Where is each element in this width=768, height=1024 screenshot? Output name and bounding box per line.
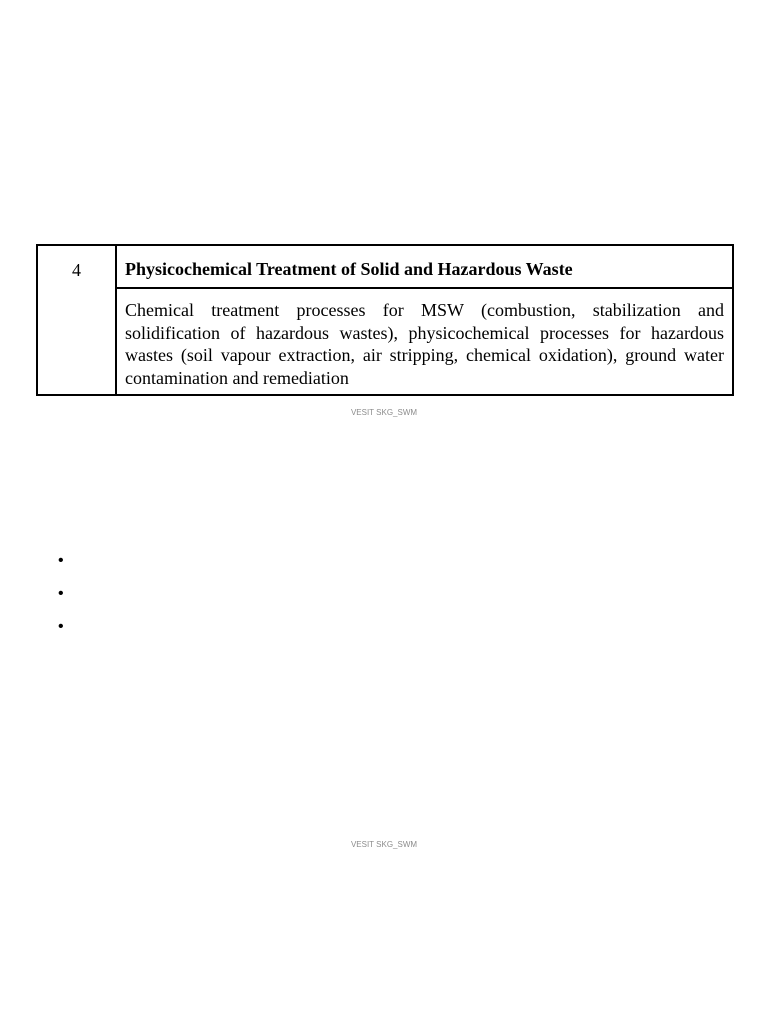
description-line: Chemical treatment processes for MSW (combustion, stabilization and: [125, 300, 724, 320]
module-title: Physicochemical Treatment of Solid and Hazardous Waste: [125, 259, 573, 279]
slide-footer: VESIT SKG_SWM: [350, 408, 418, 417]
description-line: solidification of hazardous wastes), physicochemical processes for: [125, 322, 641, 343]
bullet-point: •: [58, 585, 64, 602]
description-line: ground water contamination and remediation: [125, 345, 725, 388]
bullet-point: •: [58, 552, 64, 569]
bullet-point: •: [58, 618, 64, 635]
module-description: [125, 299, 724, 389]
module-number: 4: [72, 260, 81, 280]
module-title-cell: [117, 246, 732, 289]
description-line: hazardous wastes (soil vapour extraction, air stripping, chemical oxidation),: [125, 322, 724, 365]
module-number-cell: [38, 246, 117, 394]
syllabus-table: [36, 244, 734, 396]
module-description-cell: [117, 289, 732, 394]
slide-footer: VESIT SKG_SWM: [350, 840, 418, 849]
